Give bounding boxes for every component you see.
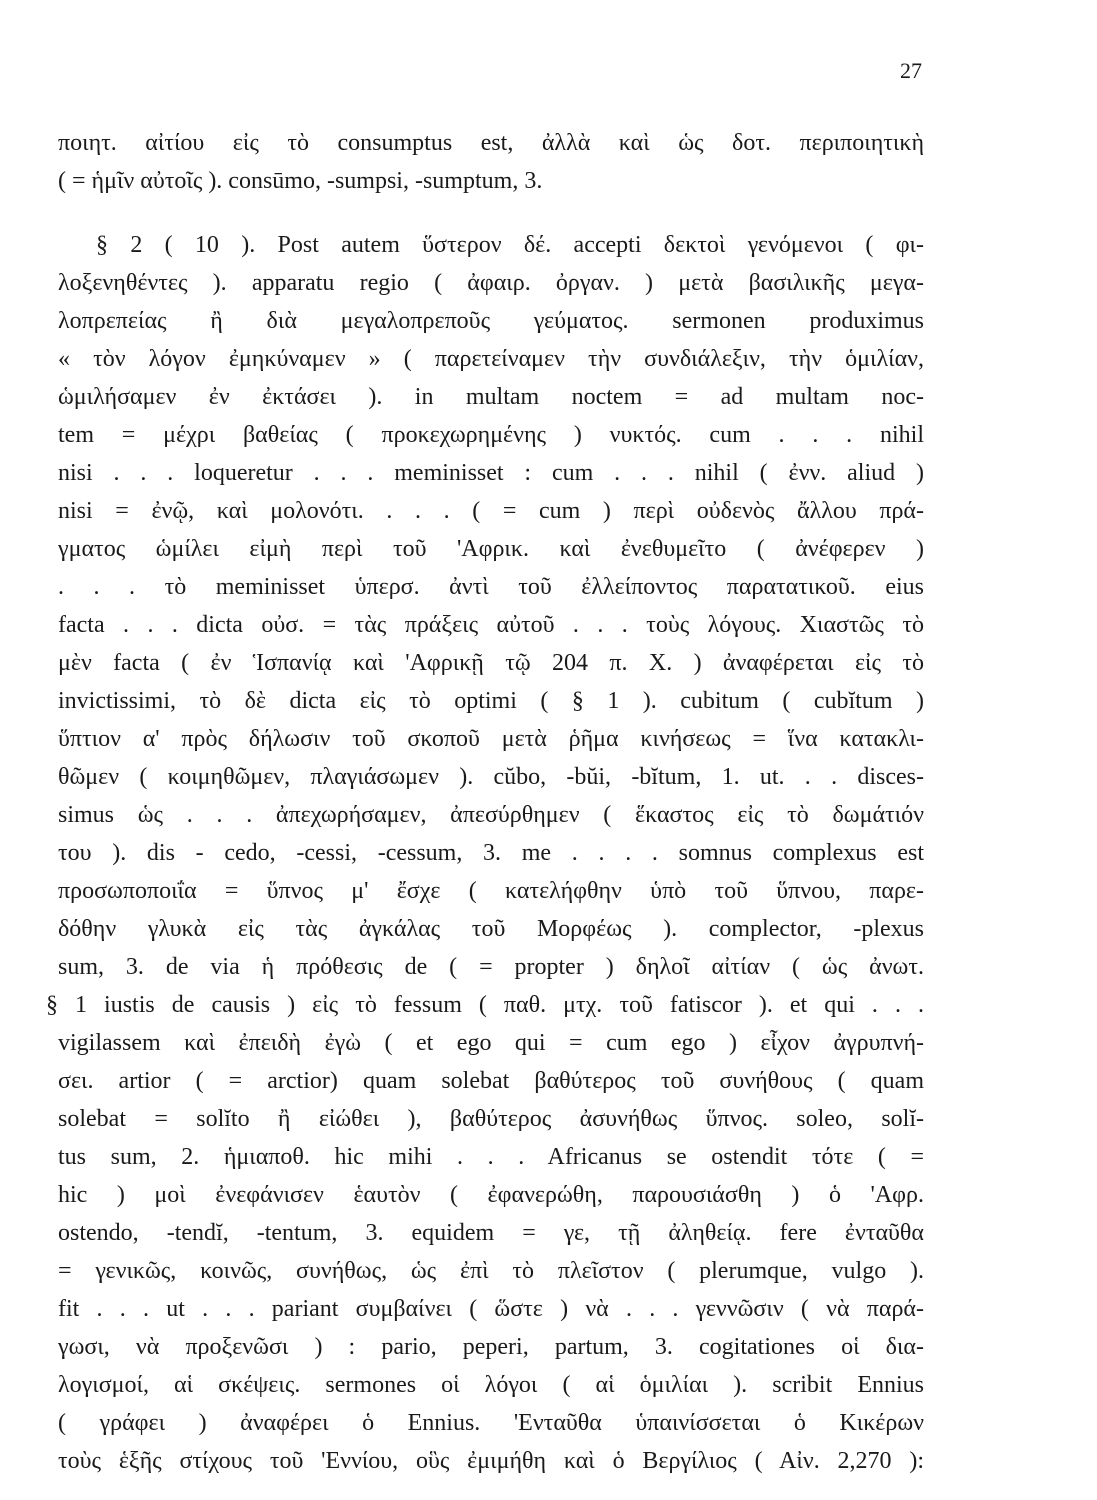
text-line: facta . . . dicta οὐσ. = τὰς πράξεις αὐτοῦ . . . τοὺς λόγους. Χιαστῶς τὸ [58, 612, 924, 638]
text-line: tus sum, 2. ἡμιαποθ. hic mihi . . . Africanus se ostendit τότε ( = [58, 1144, 924, 1170]
text-line: ὕπτιον α' πρὸς δήλωσιν τοῦ σκοποῦ μετὰ ῥῆμα κινήσεως = ἵνα κατακλι- [58, 726, 924, 752]
text-line: γωσι, νὰ προξενῶσι ) : pario, peperi, partum, 3. cogitationes οἱ δια- [58, 1334, 924, 1360]
text-line: . . . τὸ meminisset ὑπερσ. ἀντὶ τοῦ ἐλλείποντος παρατατικοῦ. eius [58, 574, 924, 600]
text-line: προσωποποιΐα = ὕπνος μ' ἔσχε ( κατελήφθην ὑπὸ τοῦ ὕπνου, παρε- [58, 878, 924, 904]
text-line: « τὸν λόγον ἐμηκύναμεν » ( παρετείναμεν τὴν συνδιάλεξιν, τὴν ὁμιλίαν, [58, 346, 924, 372]
text-line: θῶμεν ( κοιμηθῶμεν, πλαγιάσωμεν ). cŭbo, -bŭi, -bĭtum, 1. ut. . . disces- [58, 764, 924, 790]
text-line: tem = μέχρι βαθείας ( προκεχωρημένης ) νυκτός. cum . . . nihil [58, 422, 924, 448]
text-line: λογισμοί, αἱ σκέψεις. sermones οἱ λόγοι ( αἱ ὁμιλίαι ). scribit Ennius [58, 1372, 924, 1398]
text-line: σει. artior ( = arctior) quam solebat βαθύτερος τοῦ συνήθους ( quam [58, 1068, 924, 1094]
text-line: γματος ὡμίλει εἰμὴ περὶ τοῦ 'Αφρικ. καὶ ἐνεθυμεῖτο ( ἀνέφερεν ) [58, 536, 924, 562]
page-number: 27 [900, 58, 922, 83]
text-line: ποιητ. αἰτίου εἰς τὸ consumptus est, ἀλλὰ καὶ ὡς δοτ. περιποιητικὴ [58, 130, 924, 156]
text-line: τοὺς ἑξῆς στίχους τοῦ 'Εννίου, οὓς ἐμιμήθη καὶ ὁ Βεργίλιος ( Αἰν. 2,270 ): [58, 1448, 924, 1474]
text-line: ( γράφει ) ἀναφέρει ὁ Ennius. 'Ενταῦθα ὑπαινίσσεται ὁ Κικέρων [58, 1410, 924, 1436]
text-line: δόθην γλυκὰ εἰς τὰς ἀγκάλας τοῦ Μορφέως ). complector, -plexus [58, 916, 924, 942]
text-line: sum, 3. de via ἡ πρόθεσις de ( = propter ) δηλοῖ αἰτίαν ( ὡς ἀνωτ. [58, 954, 924, 980]
text-line: ostendo, -tendĭ, -tentum, 3. equidem = γε, τῇ ἀληθείᾳ. fere ἐνταῦθα [58, 1220, 924, 1246]
text-line: = γενικῶς, κοινῶς, συνήθως, ὡς ἐπὶ τὸ πλεῖστον ( plerumque, vulgo ). [58, 1258, 924, 1284]
text-line: ὡμιλήσαμεν ἐν ἐκτάσει ). in multam noctem = ad multam noc- [58, 384, 924, 410]
text-line: hic ) μοὶ ἐνεφάνισεν ἑαυτὸν ( ἐφανερώθη, παρουσιάσθη ) ὁ 'Αφρ. [58, 1182, 924, 1208]
text-line: ( = ἡμῖν αὐτοῖς ). consūmo, -sumpsi, -sumptum, 3. [58, 168, 543, 194]
text-line: vigilassem καὶ ἐπειδὴ ἐγὼ ( et ego qui = cum ego ) εἶχον ἀγρυπνή- [58, 1030, 924, 1056]
text-line: invictissimi, τὸ δὲ dicta εἰς τὸ optimi ( § 1 ). cubitum ( cubĭtum ) [58, 688, 924, 714]
text-line: nisi = ἐνῷ, καὶ μολονότι. . . . ( = cum ) περὶ οὐδενὸς ἄλλου πρά- [58, 498, 924, 524]
text-line: nisi . . . loqueretur . . . meminisset : cum . . . nihil ( ἐνν. aliud ) [58, 460, 924, 486]
text-line: λοπρεπείας ἢ διὰ μεγαλοπρεποῦς γεύματος. sermonen produximus [58, 308, 924, 334]
text-line: του ). dis - cedo, -cessi, -cessum, 3. me . . . . somnus complexus est [58, 840, 924, 866]
text-line: § 1 iustis de causis ) εἰς τὸ fessum ( παθ. μτχ. τοῦ fatiscor ). et qui . . . [46, 992, 924, 1018]
text-line: § 2 ( 10 ). Post autem ὕστερον δέ. accepti δεκτοὶ γενόμενοι ( φι- [96, 232, 924, 258]
text-line: fit . . . ut . . . pariant συμβαίνει ( ὥστε ) νὰ . . . γεννῶσιν ( νὰ παρά- [58, 1296, 924, 1322]
text-line: μὲν facta ( ἐν Ἱσπανίᾳ καὶ 'Αφρικῇ τῷ 204 π. Χ. ) ἀναφέρεται εἰς τὸ [58, 650, 924, 676]
text-line: λοξενηθέντες ). apparatu regio ( ἀφαιρ. ὀργαν. ) μετὰ βασιλικῆς μεγα- [58, 270, 924, 296]
text-line: solebat = solĭto ἢ εἰώθει ), βαθύτερος ἀσυνήθως ὕπνος. soleo, solĭ- [58, 1106, 924, 1132]
text-line: simus ὡς . . . ἀπεχωρήσαμεν, ἀπεσύρθημεν ( ἕκαστος εἰς τὸ δωμάτιόν [58, 802, 924, 828]
